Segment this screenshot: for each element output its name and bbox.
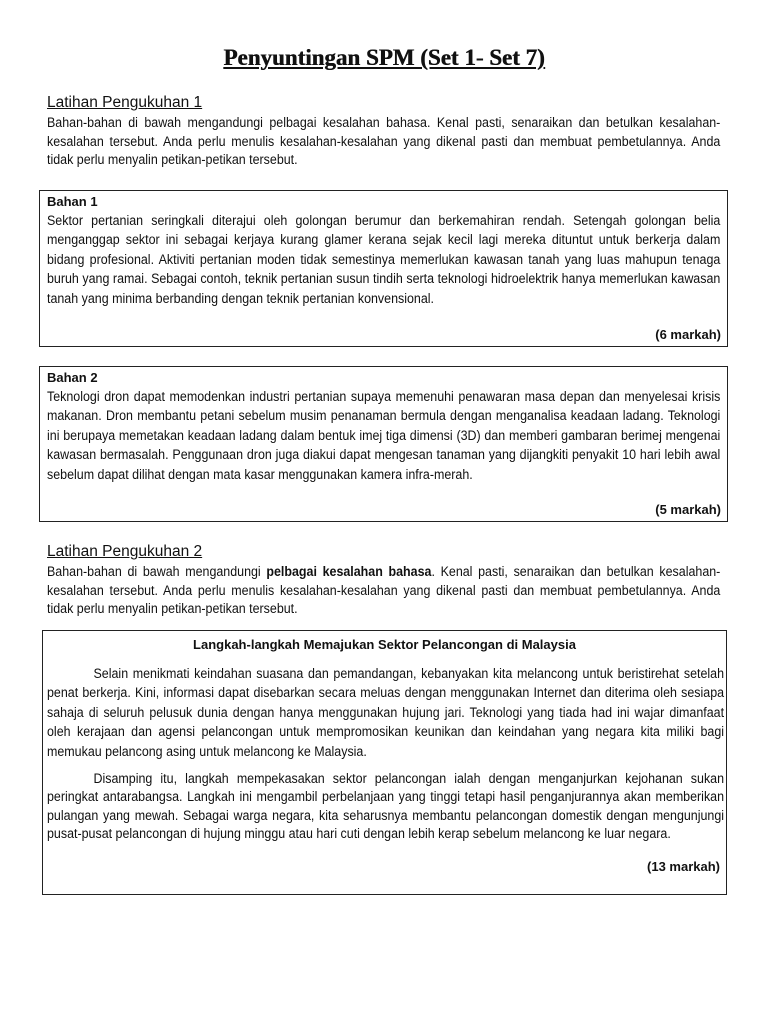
bahan-2-box: [39, 366, 728, 522]
bahan-3-box: [42, 630, 727, 895]
section-instruction-2: [47, 563, 720, 619]
bahan-2-label: Bahan 2: [47, 370, 98, 385]
bahan-3-marks: (13 markah): [647, 859, 720, 874]
bahan-2-marks: (5 markah): [655, 502, 721, 517]
bahan-2-text: Teknologi dron dapat memodenkan industri pertanian supaya memenuhi penawaran masa depan dan menyelesai krisis makanan. Dron membantu petani sebelum musim penanaman bermula dengan menganalisa keadaan ladang. Teknologi ini berupaya memetakan keadaan ladang dalam bentuk imej tiga dimensi (3D) dan memberi gambaran berimej mengenai kawasan bermasalah. Penggunaan dron juga diakui dapat mengesan tanaman yang dijangkiti penyakit 10 hari lebih awal sebelum dapat dilihat dengan mata kasar menggunakan kamera infra-merah.: [47, 389, 721, 482]
bahan-3-para-2: Disamping itu, langkah mempekasakan sektor pelancongan ialah dengan menganjurkan kejohanan sukan peringkat antarabangsa. Langkah ini mengambil perbelanjaan yang tinggi tetapi hasil penganjurannya akan memberikan pulangan yang mewah. Sebagai warga negara, kita seharusnya membantu pelancongan domestik dengan mengunjungi pusat-pusat pelancongan di hujung minggu atau hari cuti dengan lebih kerap sebelum melancong ke luar negara.: [47, 771, 725, 842]
bahan-3-title: Langkah-langkah Memajukan Sektor Pelancongan di Malaysia: [193, 637, 576, 652]
bahan-1-text: Sektor pertanian seringkali diterajui oleh golongan berumur dan berkemahiran rendah. Setengah golongan belia menganggap sektor ini sebagai kerjaya kurang glamer kerana sejak kecil lagi mereka dituntut untuk berkerja dalam bidang profesional. Aktiviti pertanian moden tidak semestinya memerlukan kawasan tanah yang luas mahupun tenaga buruh yang ramai. Sebagai contoh, teknik pertanian susun tindih serta teknologi hidroelektrik hanya memerlukan kawasan tanah yang minima berbanding dengan teknik pertanian konvensional.: [47, 213, 721, 306]
bahan-1-box: [39, 190, 728, 347]
section-instruction-1: Bahan-bahan di bawah mengandungi pelbagai kesalahan bahasa. Kenal pasti, senaraikan dan betulkan kesalahan-kesalahan tersebut. Anda perlu menulis kesalahan-kesalahan yang dikenal pasti dan membuat pembetulannya. Anda tidak perlu menyalin petikan-petikan tersebut.: [47, 115, 721, 168]
section-heading-2: Latihan Pengukuhan 2: [47, 543, 203, 560]
instruction-2-bold: pelbagai kesalahan bahasa: [266, 564, 432, 579]
bahan-3-para-1: Selain menikmati keindahan suasana dan pemandangan, kebanyakan kita melancong untuk beristirehat setelah penat berkerja. Kini, informasi dapat disebarkan secara meluas dengan menggunakan Internet dan diterima oleh sesiapa sahaja di seluruh pelusuk dunia dengan hanya menggunakan hujung jari. Teknologi yang tiada had ini wajar dimanfaat oleh kerajaan dan agensi pelancongan untuk mempromosikan keunikan dan keindahan yang negara kita miliki bagi memukau pelancong asing untuk melancong ke Malaysia.: [47, 666, 725, 759]
bahan-1-label: Bahan 1: [47, 194, 98, 209]
instruction-2-end: . Kenal pasti, senaraikan dan betulkan kesalahan-kesalahan tersebut. Anda perlu menulis kesalahan-kesalahan yang dikenal pasti dan membuat pembetulannya. Anda tidak perlu menyalin petikan-petikan tersebut.: [47, 564, 721, 617]
page-title: Penyuntingan SPM (Set 1- Set 7): [223, 45, 545, 70]
section-heading-1: Latihan Pengukuhan 1: [47, 94, 203, 111]
instruction-2-start: Bahan-bahan di bawah mengandungi: [47, 564, 267, 579]
bahan-1-marks: (6 markah): [655, 327, 721, 342]
